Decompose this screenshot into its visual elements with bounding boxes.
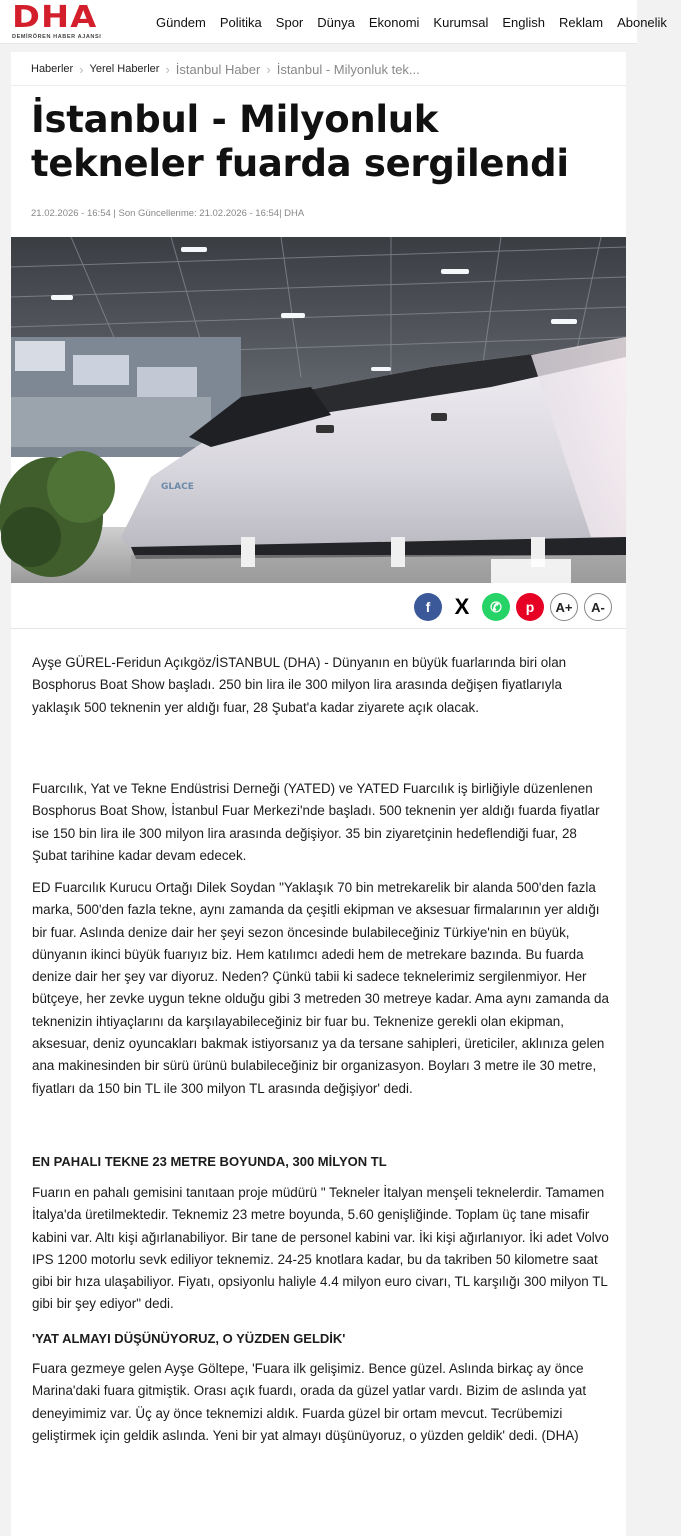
breadcrumb bbox=[31, 60, 420, 78]
article-paragraph-2: Fuarcılık, Yat ve Tekne Endüstrisi Derneği (YATED) ve YATED Fuarcılık iş birliğiyle düzenlenen Bosphorus Boat Show, İstanbul Fuar Merkezi'nde başladı. 500 teknenin yer aldığı fuarda fiyatlar ise 150 bin lira ile 300 milyon lira arasında değişiyor. 35 bin ziyaretçinin hedeflendiği fuar, 28 Şubat tarihine kadar devam edecek. bbox=[32, 781, 600, 863]
share-divider bbox=[11, 628, 626, 629]
breadcrumb-yerel-haberler[interactable]: Yerel Haberler bbox=[89, 63, 160, 75]
article-paragraph-1: Ayşe GÜREL-Feridun Açıkgöz/İSTANBUL (DHA) - Dünyanın en büyük fuarlarında biri olan Bosphorus Boat Show başladı. 250 bin lira ile 300 milyon lira arasında değişen fiyatlarıyla yaklaşık 500 teknenin yer aldığı fuar, 28 Şubat'a kadar ziyarete açık olacak. bbox=[32, 655, 567, 715]
logo-subtitle: DEMİRÖREN HABER AJANSI bbox=[12, 34, 102, 40]
whatsapp-share-icon[interactable]: ✆ bbox=[482, 593, 510, 621]
nav-kurumsal[interactable]: Kurumsal bbox=[433, 14, 489, 30]
breadcrumb-chevron-icon: › bbox=[165, 61, 170, 77]
font-decrease-button[interactable]: A- bbox=[584, 593, 612, 621]
font-increase-button[interactable]: A+ bbox=[550, 593, 578, 621]
nav-dunya[interactable]: Dünya bbox=[317, 14, 355, 30]
facebook-share-icon[interactable]: f bbox=[414, 593, 442, 621]
pinterest-share-icon[interactable]: p bbox=[516, 593, 544, 621]
breadcrumb-haberler[interactable]: Haberler bbox=[31, 63, 74, 75]
hull-brand-text: GLACE bbox=[161, 482, 194, 492]
article-subheading-2: 'YAT ALMAYI DÜŞÜNÜYORUZ, O YÜZDEN GELDİK' bbox=[32, 1331, 346, 1346]
share-bar bbox=[408, 593, 612, 621]
article-paragraph-3: ED Fuarcılık Kurucu Ortağı Dilek Soydan "Yaklaşık 70 bin metrekarelik bir alanda 500'den fazla marka, 500'den fazla tekne, aynı zamanda da çeşitli ekipman ve aksesuar firmalarının yer aldığı bir fuar. Aslında denize dair her şeyi sezon öncesinde bulabileceğiniz Türkiye'nin en büyük, dünyanın ikinci büyük fuarıyız biz. Hem katılımcı adedi hem de metrekare bazında. Bu fuarda denize dair her şey var diyoruz. Neden? Çünkü tabii ki sadece teknelerimiz sergilenmiyor. Her bütçeye, her zevke uygun tekne olduğu gibi 3 metreden 30 metreye kadar. Ama aynı zamanda da teknenizin ihtiyaçlarını da karşılayabileceğiniz bir fuar bu. Teknenize gerekli olan ekipman, aksesuar, deniz oyuncakları bakmak istiyorsanız ya da tersane sahipleri, üreticiler, aklınıza gelen ana makinesinden bir sürü ürünü bulabileceğiniz bir organizasyon. Boyları 3 metre ile 30 metre, fiyatları da 150 bin TL ile 300 milyon TL arasında değişiyor' dedi. bbox=[32, 880, 609, 1096]
article-paragraph-5: Fuara gezmeye gelen Ayşe Göltepe, 'Fuara ilk gelişimiz. Bence güzel. Aslında birkaç ay önce Marina'daki fuara gitmiştik. Orası açık fuardı, orada da güzel yatlar vardı. Bizim de aslında yat deneyimimiz var. Üç ay önce teknemizi aldık. Fuarda güzel bir ortam mevcut. Tecrübemizi geliştirmek için geldik aslında. Yeni bir yat almayı düşünüyoruz, o yüzden geldik' dedi. (DHA) bbox=[32, 1361, 587, 1443]
nav-reklam[interactable]: Reklam bbox=[558, 14, 604, 30]
article-paragraph-4: Fuarın en pahalı gemisini tanıtaan proje müdürü " Tekneler İtalyan menşeli teknelerdir. Tamamen İtalya'da üretilmektedir. Teknemiz 23 metre boyunda, 5.60 genişliğinde. Toplam üç tane misafir kabini var. Altı kişi ağırlanabiliyor. Bir tane de personel kabini var. İki kişi ağırlanıyor. İki adet Volvo IPS 1200 motorlu sevk ediliyor teknemiz. 24-25 knotlara kadar, bu da takriben 50 kilometre saat gibi bir hıza ulaşabiliyor. Fiyatı, opsiyonlu haliyle 4.4 milyon euro civarı, TL karşılığı 300 milyon TL gibi bir şey ediyor" dedi. bbox=[32, 1185, 609, 1312]
nav-ekonomi[interactable]: Ekonomi bbox=[368, 14, 420, 30]
nav-abonelik[interactable]: Abonelik bbox=[617, 14, 667, 30]
dha-logo[interactable] bbox=[12, 0, 114, 40]
breadcrumb-chevron-icon: › bbox=[79, 61, 84, 77]
breadcrumb-istanbul-haber[interactable]: İstanbul Haber bbox=[175, 61, 261, 77]
nav-spor[interactable]: Spor bbox=[275, 14, 304, 30]
article-card bbox=[11, 52, 626, 1536]
top-bar bbox=[0, 0, 667, 44]
x-share-icon[interactable]: X bbox=[448, 593, 476, 621]
nav-gundem[interactable]: Gündem bbox=[156, 14, 206, 30]
breadcrumb-divider bbox=[11, 85, 626, 86]
nav-politika[interactable]: Politika bbox=[219, 14, 262, 30]
article-title: İstanbul - Milyonluk tekneler fuarda sergilendi bbox=[31, 98, 569, 185]
article-subheading-1: EN PAHALI TEKNE 23 METRE BOYUNDA, 300 MİLYON TL bbox=[32, 1154, 387, 1169]
main-nav bbox=[156, 0, 681, 44]
breadcrumb-current: İstanbul - Milyonluk tek... bbox=[276, 61, 420, 77]
article-meta: 21.02.2026 - 16:54 | Son Güncellenme: 21.02.2026 - 16:54| DHA bbox=[31, 208, 305, 219]
breadcrumb-chevron-icon: › bbox=[266, 61, 271, 77]
logo-wordmark: DHA bbox=[12, 0, 98, 35]
nav-english[interactable]: English bbox=[502, 14, 545, 30]
hero-image-yacht bbox=[11, 237, 626, 583]
